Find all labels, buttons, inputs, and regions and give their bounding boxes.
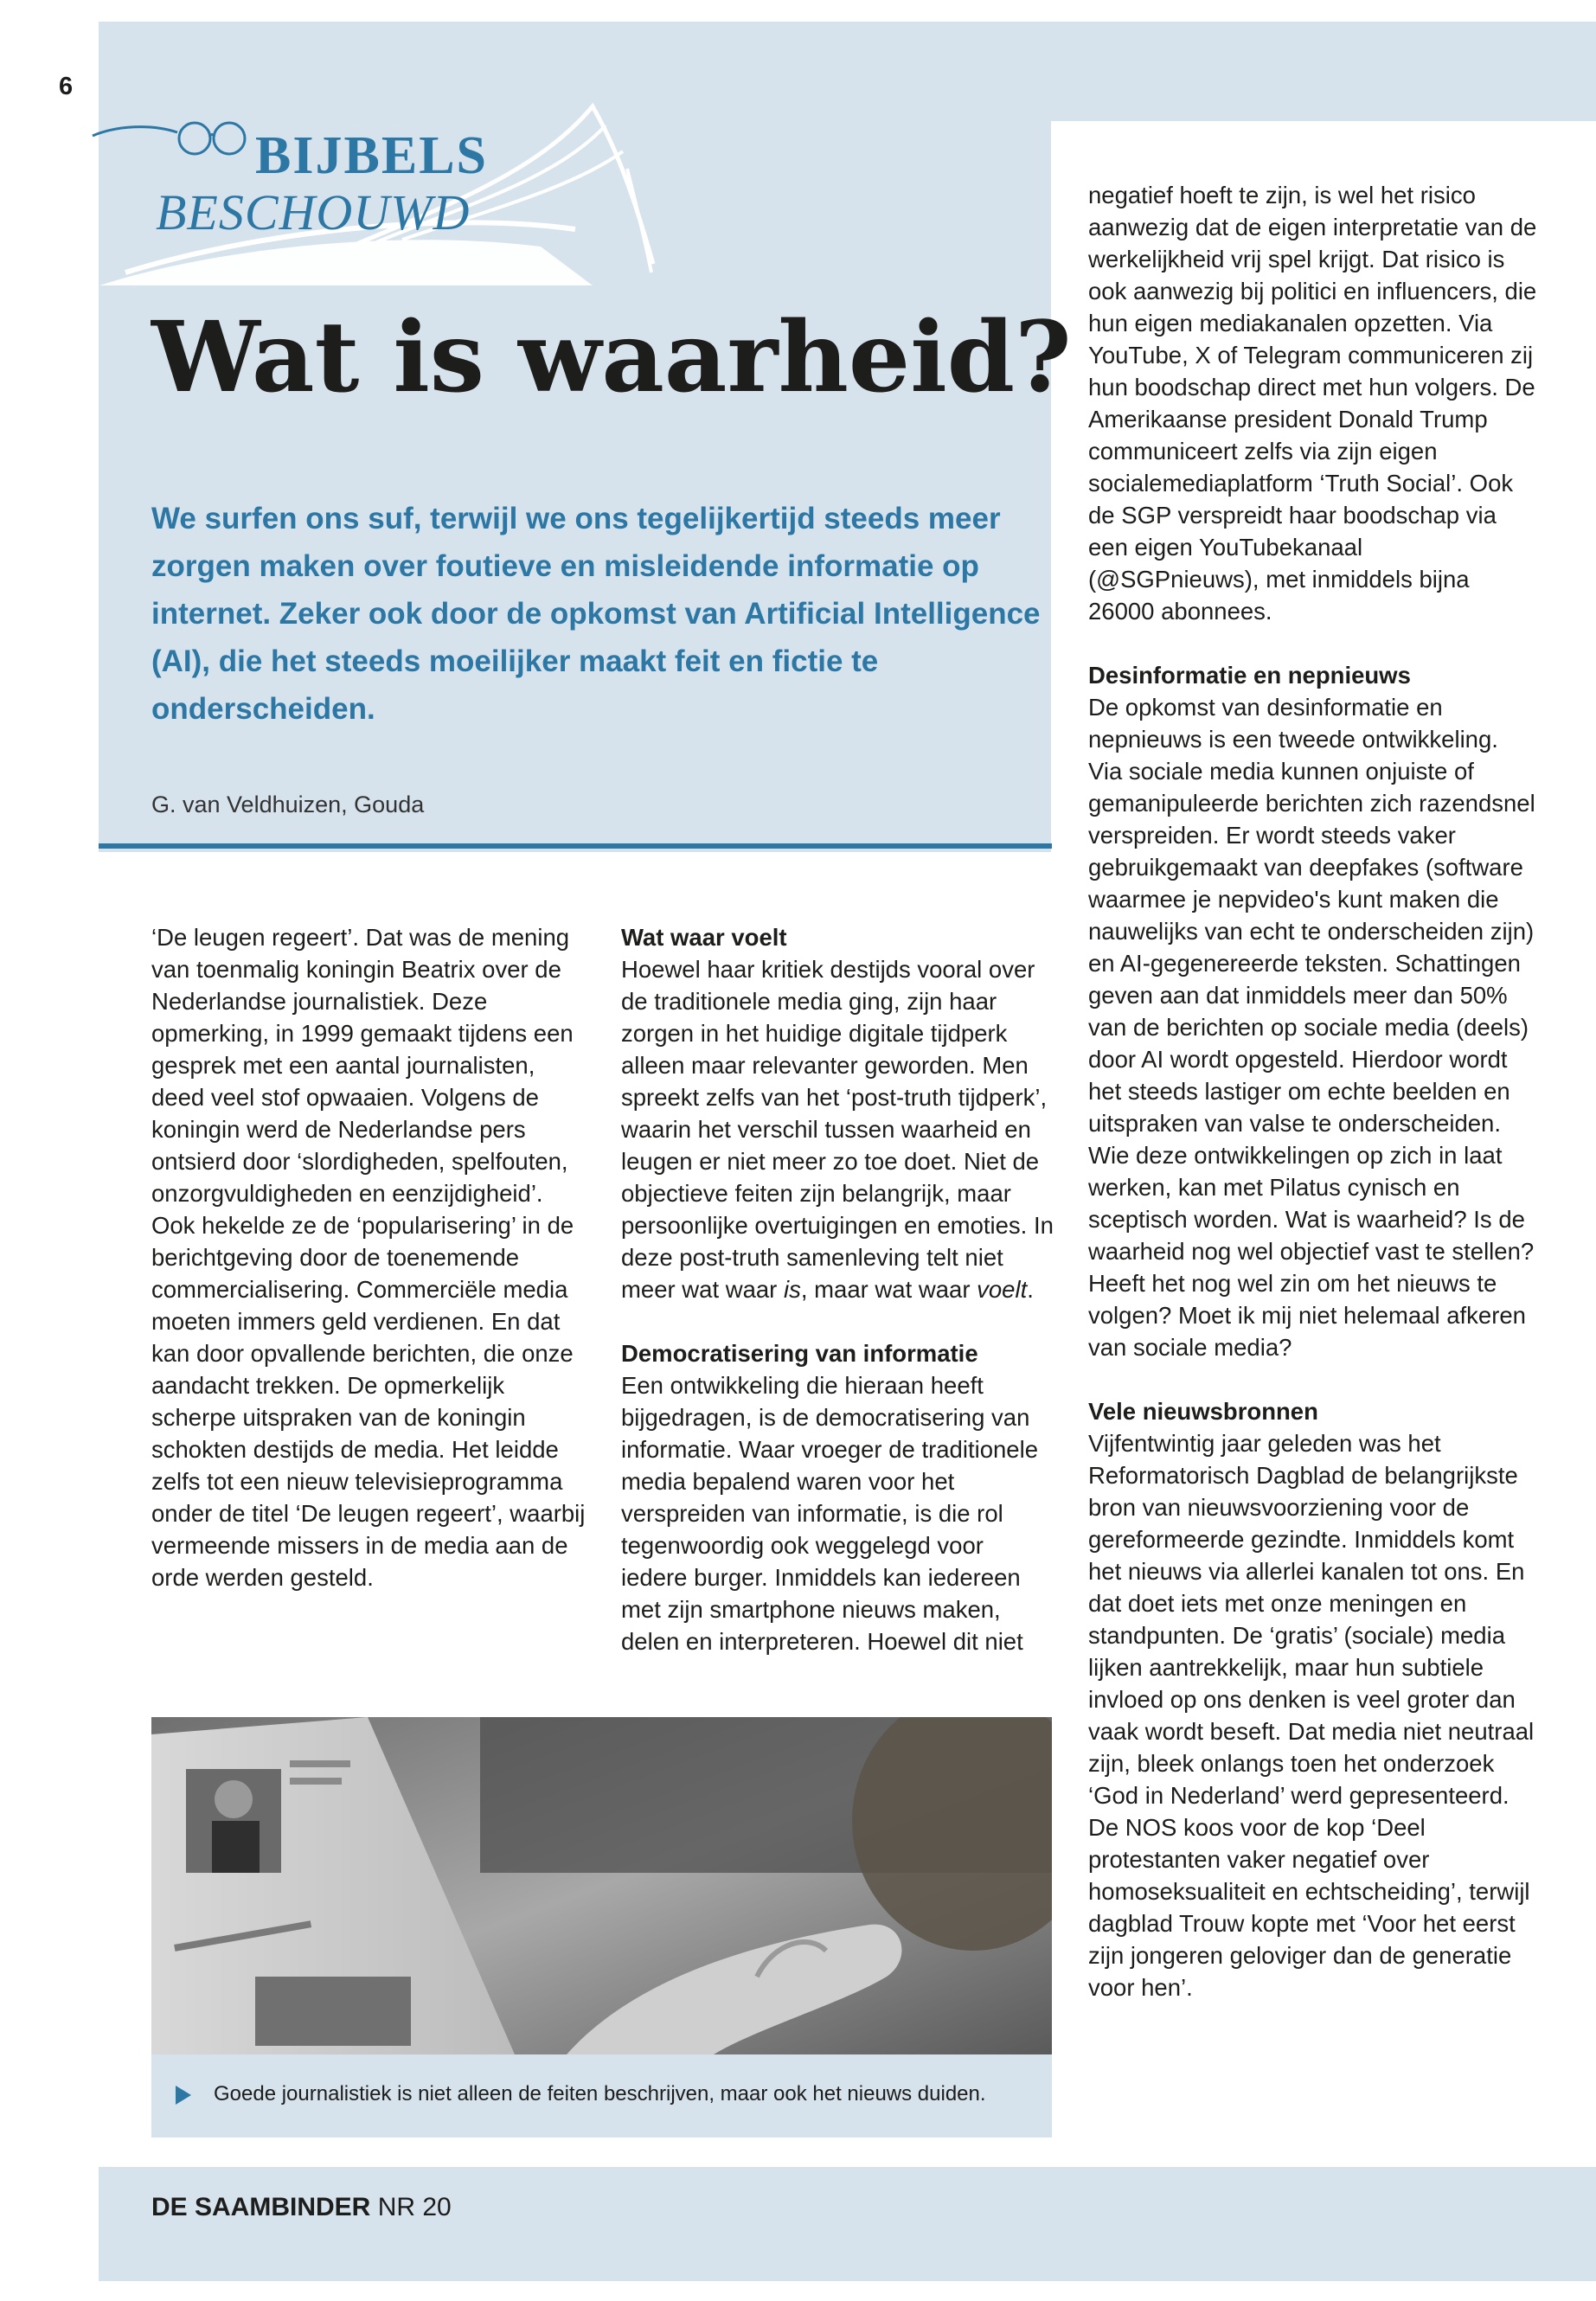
article-column-2 xyxy=(621,921,1054,1657)
paragraph-text: Hoewel haar kritiek destijds vooral over de traditionele media ging, zijn haar zorgen in het huidige digitale tijdperk alleen maar relevanter geworden. Men spreekt zelfs van het ‘post-truth tijdperk’, waarin het verschil tussen waarheid en leugen er niet meer zo toe doet. Niet de objectieve feiten zijn belangrijk, maar persoonlijke overtuigingen en emoties. In deze post-truth samenleving telt niet meer wat waar xyxy=(621,956,1054,1303)
article-author: G. van Veldhuizen, Gouda xyxy=(151,792,425,817)
article-title: Wat is waarheid? xyxy=(151,301,1072,414)
header-divider xyxy=(99,843,1052,849)
spacer xyxy=(1088,1363,1538,1395)
logo-title-line2: BESCHOUWD xyxy=(156,184,471,240)
article-column-1 xyxy=(151,921,593,1593)
paragraph-text: , maar wat waar xyxy=(800,1276,977,1303)
article-intro: We surfen ons suf, terwijl we ons tegelijkertijd steeds meer zorgen maken over foutieve en misleidende informatie op internet. Zeker ook door de opkomst van Artificial Intelligence (AI), die het steeds moeilijker maakt feit en fictie te onderscheiden. xyxy=(151,502,1041,726)
spacer xyxy=(1088,627,1538,659)
article-photo xyxy=(151,1717,1052,2054)
paragraph: Een ontwikkeling die hieraan heeft bijgedragen, is de democratisering van informatie. Waar vroeger de traditionele media bepalend waren voor het verspreiden van informatie, is die rol tegenwoordig ook weggelegd voor iedere burger. Inmiddels kan iedereen met zijn smartphone nieuws maken, delen en interpreteren. Hoewel dit niet xyxy=(621,1372,1038,1655)
section-logo xyxy=(91,99,662,294)
footer-publication: DE SAAMBINDER xyxy=(151,2193,371,2221)
photo-caption: Goede journalistiek is niet alleen de feiten beschrijven, maar ook het nieuws duiden. xyxy=(214,2082,986,2106)
photo-caption-bar xyxy=(151,2054,1052,2138)
subheading-vele-nieuwsbronnen: Vele nieuwsbronnen xyxy=(1088,1398,1318,1425)
emphasis-text: voelt xyxy=(977,1276,1028,1303)
logo-title-line1: BIJBELS xyxy=(255,126,489,185)
footer-issue: NR 20 xyxy=(377,2193,452,2221)
newspaper-hand-photo xyxy=(151,1717,1052,2054)
paragraph: ‘De leugen regeert’. Dat was de mening van toenmalig koningin Beatrix over de Nederlandse journalistiek. Deze opmerking, in 1999 gemaakt tijdens een gesprek met een aantal journalisten, deed veel stof opwaaien. Volgens de koningin werd de Nederlandse pers ontsierd door ‘slordigheden, spelfouten, onzorgvuldigheden en eenzijdigheid’. Ook hekelde ze de ‘popularisering’ in de berichtgeving door de toenemende commercialisering. Commerciële media moeten immers geld verdienen. En dat kan door opvallende berichten, die onze aandacht trekken. De opmerkelijk scherpe uitspraken van de koningin schokten destijds de media. Het leidde zelfs tot een nieuw televisieprogramma onder de titel ‘De leugen regeert’, waarbij vermeende missers in de media aan de orde werden gesteld. xyxy=(151,924,586,1591)
caption-arrow-icon xyxy=(176,2086,191,2105)
paragraph xyxy=(621,953,1054,1305)
paragraph: negatief hoeft te zijn, is wel het risico aanwezig dat de eigen interpretatie van de werkelijkheid vrij spel krijgt. Dat risico is ook aanwezig bij politici en influencers, die hun eigen mediakanalen opzetten. Via YouTube, X of Telegram communiceren zij hun boodschap direct met hun volgers. De Amerikaanse president Donald Trump communiceert zelfs via zijn eigen socialemediaplatform ‘Truth Social’. Ook de SGP verspreidt haar boodschap via een eigen YouTubekanaal (@SGPnieuws), met inmiddels bijna 26000 abonnees. xyxy=(1088,182,1537,625)
emphasis-text: is xyxy=(783,1276,801,1303)
page-number: 6 xyxy=(59,73,74,100)
paragraph: De opkomst van desinformatie en nepnieuws is een tweede ontwikkeling. Via sociale media kunnen onjuiste of gemanipuleerde berichten zich razendsnel verspreiden. Er wordt steeds vaker gebruikgemaakt van deepfakes (software waarmee je nepvideo's kunt maken die nauwelijks van echt te onderscheiden zijn) en AI-gegenereerde teksten. Schattingen geven aan dat inmiddels meer dan 50% van de berichten op sociale media (deels) door AI wordt opgesteld. Hierdoor wordt het steeds lastiger om echte beelden en uitspraken van valse te onderscheiden. xyxy=(1088,694,1535,1137)
paragraph-text: . xyxy=(1027,1276,1034,1303)
paragraph: Wie deze ontwikkelingen op zich in laat werken, kan met Pilatus cynisch en sceptisch worden. Wat is waarheid? Is de waarheid nog wel objectief vast te stellen? Heeft het nog wel zin om het nieuws te volgen? Moet ik mij niet helemaal afkeren van sociale media? xyxy=(1088,1142,1535,1361)
article-column-3 xyxy=(1088,179,1538,2003)
subheading-desinformatie: Desinformatie en nepnieuws xyxy=(1088,662,1411,689)
spacer xyxy=(621,1305,1054,1337)
page-footer xyxy=(151,2193,452,2222)
paragraph: Vijfentwintig jaar geleden was het Reformatorisch Dagblad de belangrijkste bron van nieuwsvoorziening voor de gereformeerde gezindte. Inmiddels komt het nieuws via allerlei kanalen tot ons. En dat doet iets met onze meningen en standpunten. De ‘gratis’ (sociale) media lijken aantrekkelijk, maar hun subtiele invloed op ons denken is veel groter dan vaak wordt beseft. Dat media niet neutraal zijn, bleek onlangs toen het onderzoek ‘God in Nederland’ werd gepresenteerd. De NOS koos voor de kop ‘Deel protestanten vaker negatief over homoseksualiteit en echtscheiding’, terwijl dagblad Trouw kopte met ‘Voor het eerst zijn jongeren geloviger dan de generatie voor hen’. xyxy=(1088,1430,1535,2001)
subheading-democratisering: Democratisering van informatie xyxy=(621,1340,978,1367)
subheading-wat-waar-voelt: Wat waar voelt xyxy=(621,924,787,951)
